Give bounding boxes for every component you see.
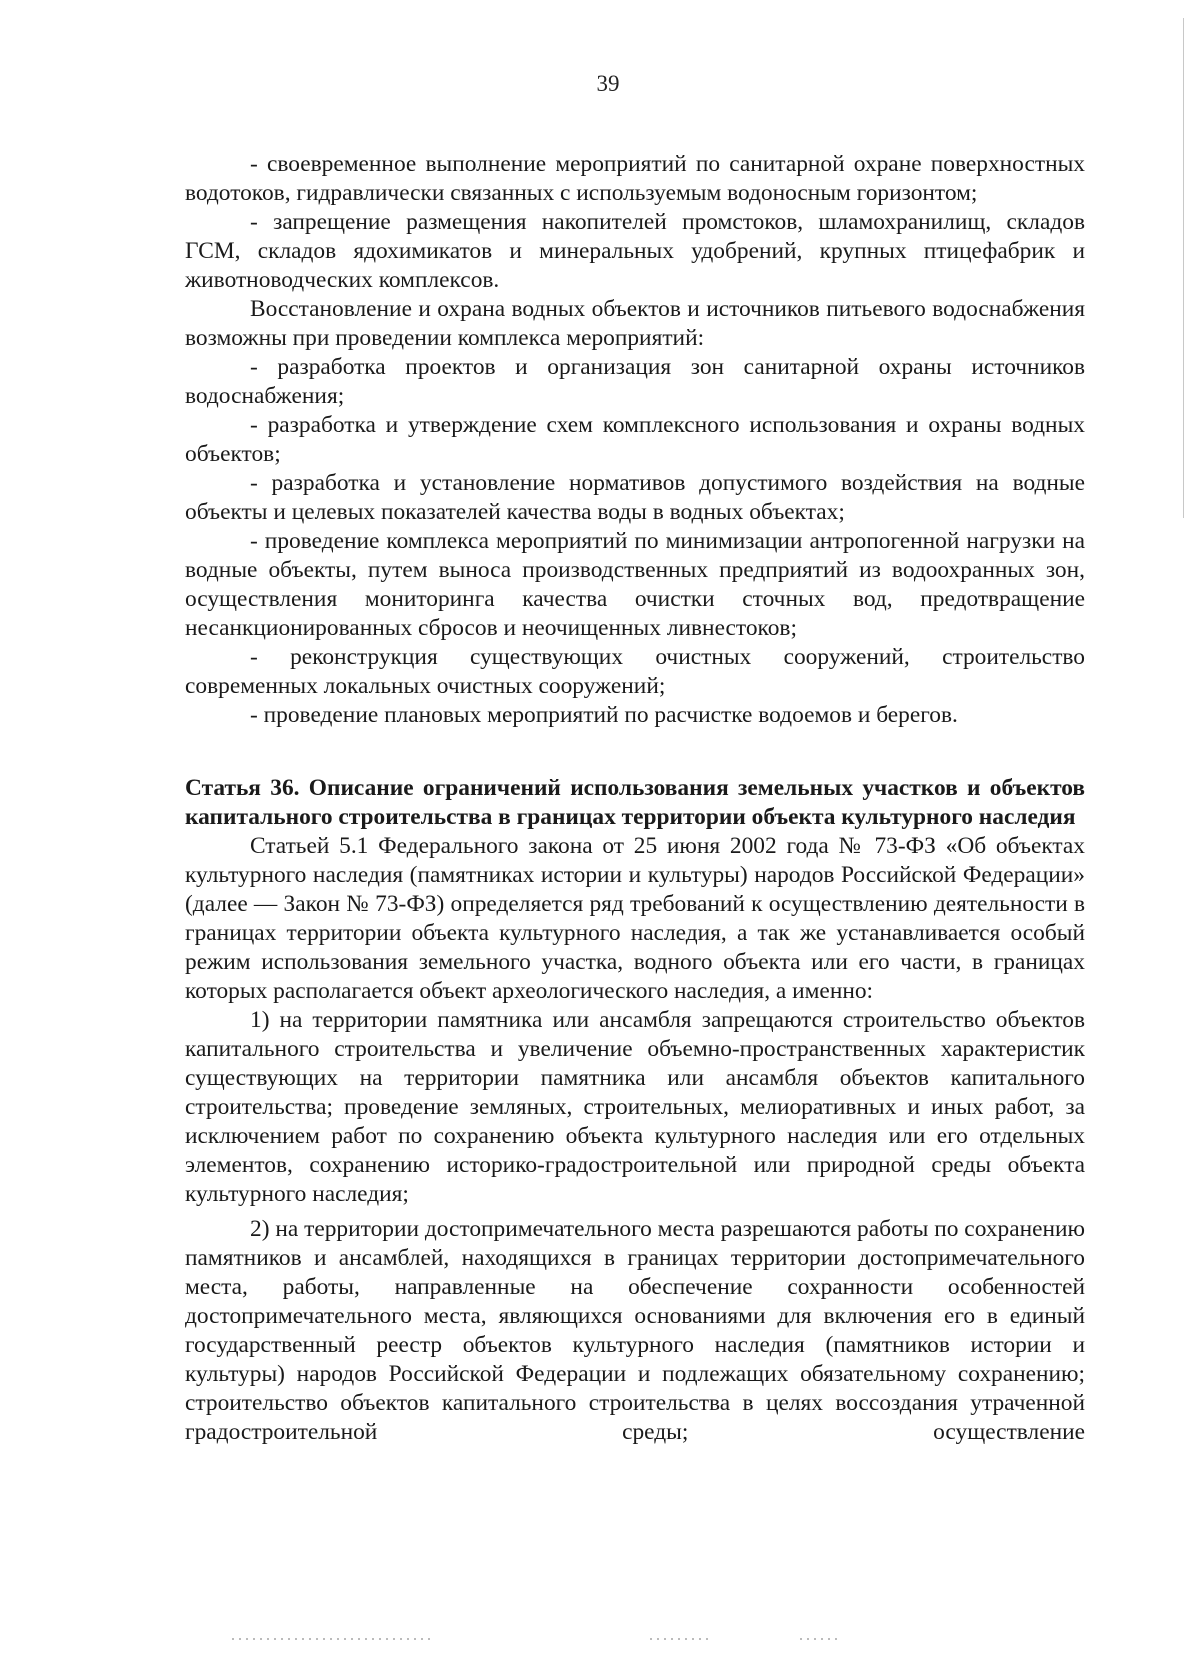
list-item-impact-norms: - разработка и установление нормативов допустимого воздействия на водные объекты и целевых показателей качества воды в водных объектах; (185, 470, 1085, 525)
list-item-sanitary-protection: - своевременное выполнение мероприятий по санитарной охране поверхностных водотоков, гидравлически связанных с используемым водоносным горизонтом; (185, 151, 1085, 206)
list-item-sanitary-zones: - разработка проектов и организация зон санитарной охраны источников водоснабжения; (185, 354, 1085, 409)
document-body (185, 150, 1085, 1447)
article-36-item-2: 2) на территории достопримечательного места разрешаются работы по сохранению памятников и ансамблей, находящихся в границах территории достопримечательного места, работы, направленные на обеспечение сохранности особенностей достопримечательного места, являющихся основаниями для включения его в единый государственный реестр объектов культурного наследия (памятников истории и культуры) народов Российской Федерации и подлежащих обязательному сохранению; строительство объектов капитального строительства в целях воссоздания утраченной градостроительной среды; осуществление (185, 1216, 1085, 1445)
scan-noise (232, 1638, 432, 1640)
scan-noise (800, 1638, 840, 1640)
page-number: 39 (596, 71, 620, 96)
list-item-cleanup: - проведение плановых мероприятий по расчистке водоемов и берегов. (250, 702, 958, 728)
article-36-item-1: 1) на территории памятника или ансамбля запрещаются строительство объектов капитального строительства и увеличение объемно-пространственных характеристик существующих на территории памятника или ансамбля объектов капитального строительства; проведение земляных, строительных, мелиоративных и иных работ, за исключением работ по сохранению объекта культурного наследия или его отдельных элементов, сохранению историко-градостроительной или природной среды объекта культурного наследия; (185, 1007, 1085, 1207)
article-36-heading: Статья 36. Описание ограничений использования земельных участков и объектов капитального строительства в границах территории объекта культурного наследия (185, 775, 1085, 830)
restoration-intro-paragraph: Восстановление и охрана водных объектов и источников питьевого водоснабжения возможны при проведении комплекса мероприятий: (185, 296, 1085, 351)
list-item-placement-ban: - запрещение размещения накопителей промстоков, шламохранилищ, складов ГСМ, складов ядохимикатов и минеральных удобрений, крупных птицефабрик и животноводческих комплексов. (185, 209, 1085, 293)
list-item-usage-schemes: - разработка и утверждение схем комплексного использования и охраны водных объектов; (185, 412, 1085, 467)
scan-noise (650, 1638, 710, 1640)
list-item-load-minimization: - проведение комплекса мероприятий по минимизации антропогенной нагрузки на водные объекты, путем выноса производственных предприятий из водоохранных зон, осуществления мониторинга качества очистки сточных вод, предотвращение несанкционированных сбросов и неочищенных ливнестоков; (185, 528, 1085, 641)
list-item-reconstruction: - реконструкция существующих очистных сооружений, строительство современных локальных очистных сооружений; (185, 644, 1085, 699)
article-36-intro: Статьей 5.1 Федерального закона от 25 июня 2002 года № 73-ФЗ «Об объектах культурного наследия (памятниках истории и культуры) народов Российской Федерации» (далее — Закон № 73-ФЗ) определяется ряд требований к осуществлению деятельности в границах территории объекта культурного наследия, а так же устанавливается особый режим использования земельного участка, водного объекта или его части, в границах которых располагается объект археологического наследия, а именно: (185, 833, 1085, 1004)
